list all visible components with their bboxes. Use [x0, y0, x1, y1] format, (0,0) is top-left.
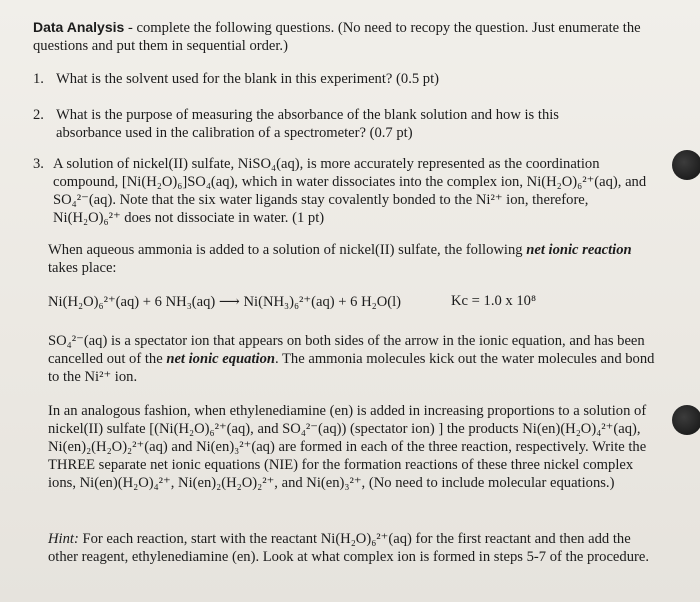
binder-hole — [672, 405, 700, 435]
question-1 — [33, 70, 653, 88]
instructions — [33, 18, 673, 55]
hint-paragraph — [48, 530, 658, 566]
question-number: 2. — [33, 107, 44, 123]
hint-label: Hint: — [48, 531, 79, 547]
spectator-text: SO₄²⁻(aq) is a spectator ion that appears on both sides of the arrow in the ionic equation, and has been cancelled out of the — [48, 333, 645, 367]
question-text: What is the purpose of measuring the absorbance of the blank solution and how is this absorbance used in the calibration of a spectrometer? (0.7 pt) — [56, 107, 559, 141]
hint-text: For each reaction, start with the reactant Ni(H₂O)₆²⁺(aq) for the first reactant and then add the other reagent, ethylenediamine (en). Look at what complex ion is formed in steps 5-7 of the procedure. — [48, 531, 649, 565]
question-number: 3. — [33, 156, 44, 172]
question-3 — [33, 155, 653, 226]
instructions-text: - complete the following questions. (No need to recopy the question. Just enumerate the questions and put them in sequential order.) — [33, 20, 641, 54]
analogous-paragraph: In an analogous fashion, when ethylenediamine (en) is added in increasing proportions to a solution of nickel(II) sulfate [(Ni(H₂O)₆²⁺(aq), and SO₄²⁻(aq)) (spectator ion) ] the products Ni(en)(H₂O)₄²⁺(aq), Ni(en)₂(H₂O)₂²⁺(aq) and Ni(en)₃²⁺(aq) are formed in each of the three reaction, respectively. Write the THREE separate net ionic equations (NIE) for the formation reactions of these three nickel complex ions, Ni(en)(H₂O)₄²⁺, Ni(en)₂(H₂O)₂²⁺, and Ni(en)₃²⁺, (No need to include molecular equations.) — [48, 403, 647, 491]
net-ionic-reaction-emphasis: net ionic reaction — [526, 242, 632, 258]
ammonia-intro-text: When aqueous ammonia is added to a solution of nickel(II) sulfate, the following — [48, 242, 527, 258]
ammonia-intro — [48, 241, 658, 277]
question-2 — [33, 106, 653, 141]
ammonia-equation: Ni(H₂O)₆²⁺(aq) + 6 NH₃(aq) ⟶ Ni(NH₃)₆²⁺(aq) + 6 H₂O(l) — [48, 294, 402, 310]
question-text: A solution of nickel(II) sulfate, NiSO₄(aq), is more accurately represented as the coordination compound, [Ni(H₂O)₆]SO₄(aq), which in water dissociates into the complex ion, Ni(H₂O)₆²⁺(aq), and SO₄²⁻(aq). Note that the six water ligands stay covalently bonded to the Ni²⁺ ion, therefore, Ni(H₂O)₆²⁺ does not dissociate in water. (1 pt) — [53, 156, 647, 226]
question-number: 1. — [33, 71, 44, 87]
binder-hole — [672, 150, 700, 180]
question-text: What is the solvent used for the blank in this experiment? (0.5 pt) — [56, 71, 439, 87]
spectator-paragraph — [48, 332, 658, 386]
section-title: Data Analysis — [33, 19, 125, 35]
net-ionic-equation-emphasis: net ionic equation — [166, 351, 275, 367]
ammonia-intro-tail: takes place: — [48, 260, 117, 276]
spectator-tail: . The ammonia molecules kick out the water molecules and bond to the Ni²⁺ ion. — [48, 351, 655, 385]
equilibrium-constant: Kc = 1.0 x 10⁸ — [451, 293, 537, 309]
